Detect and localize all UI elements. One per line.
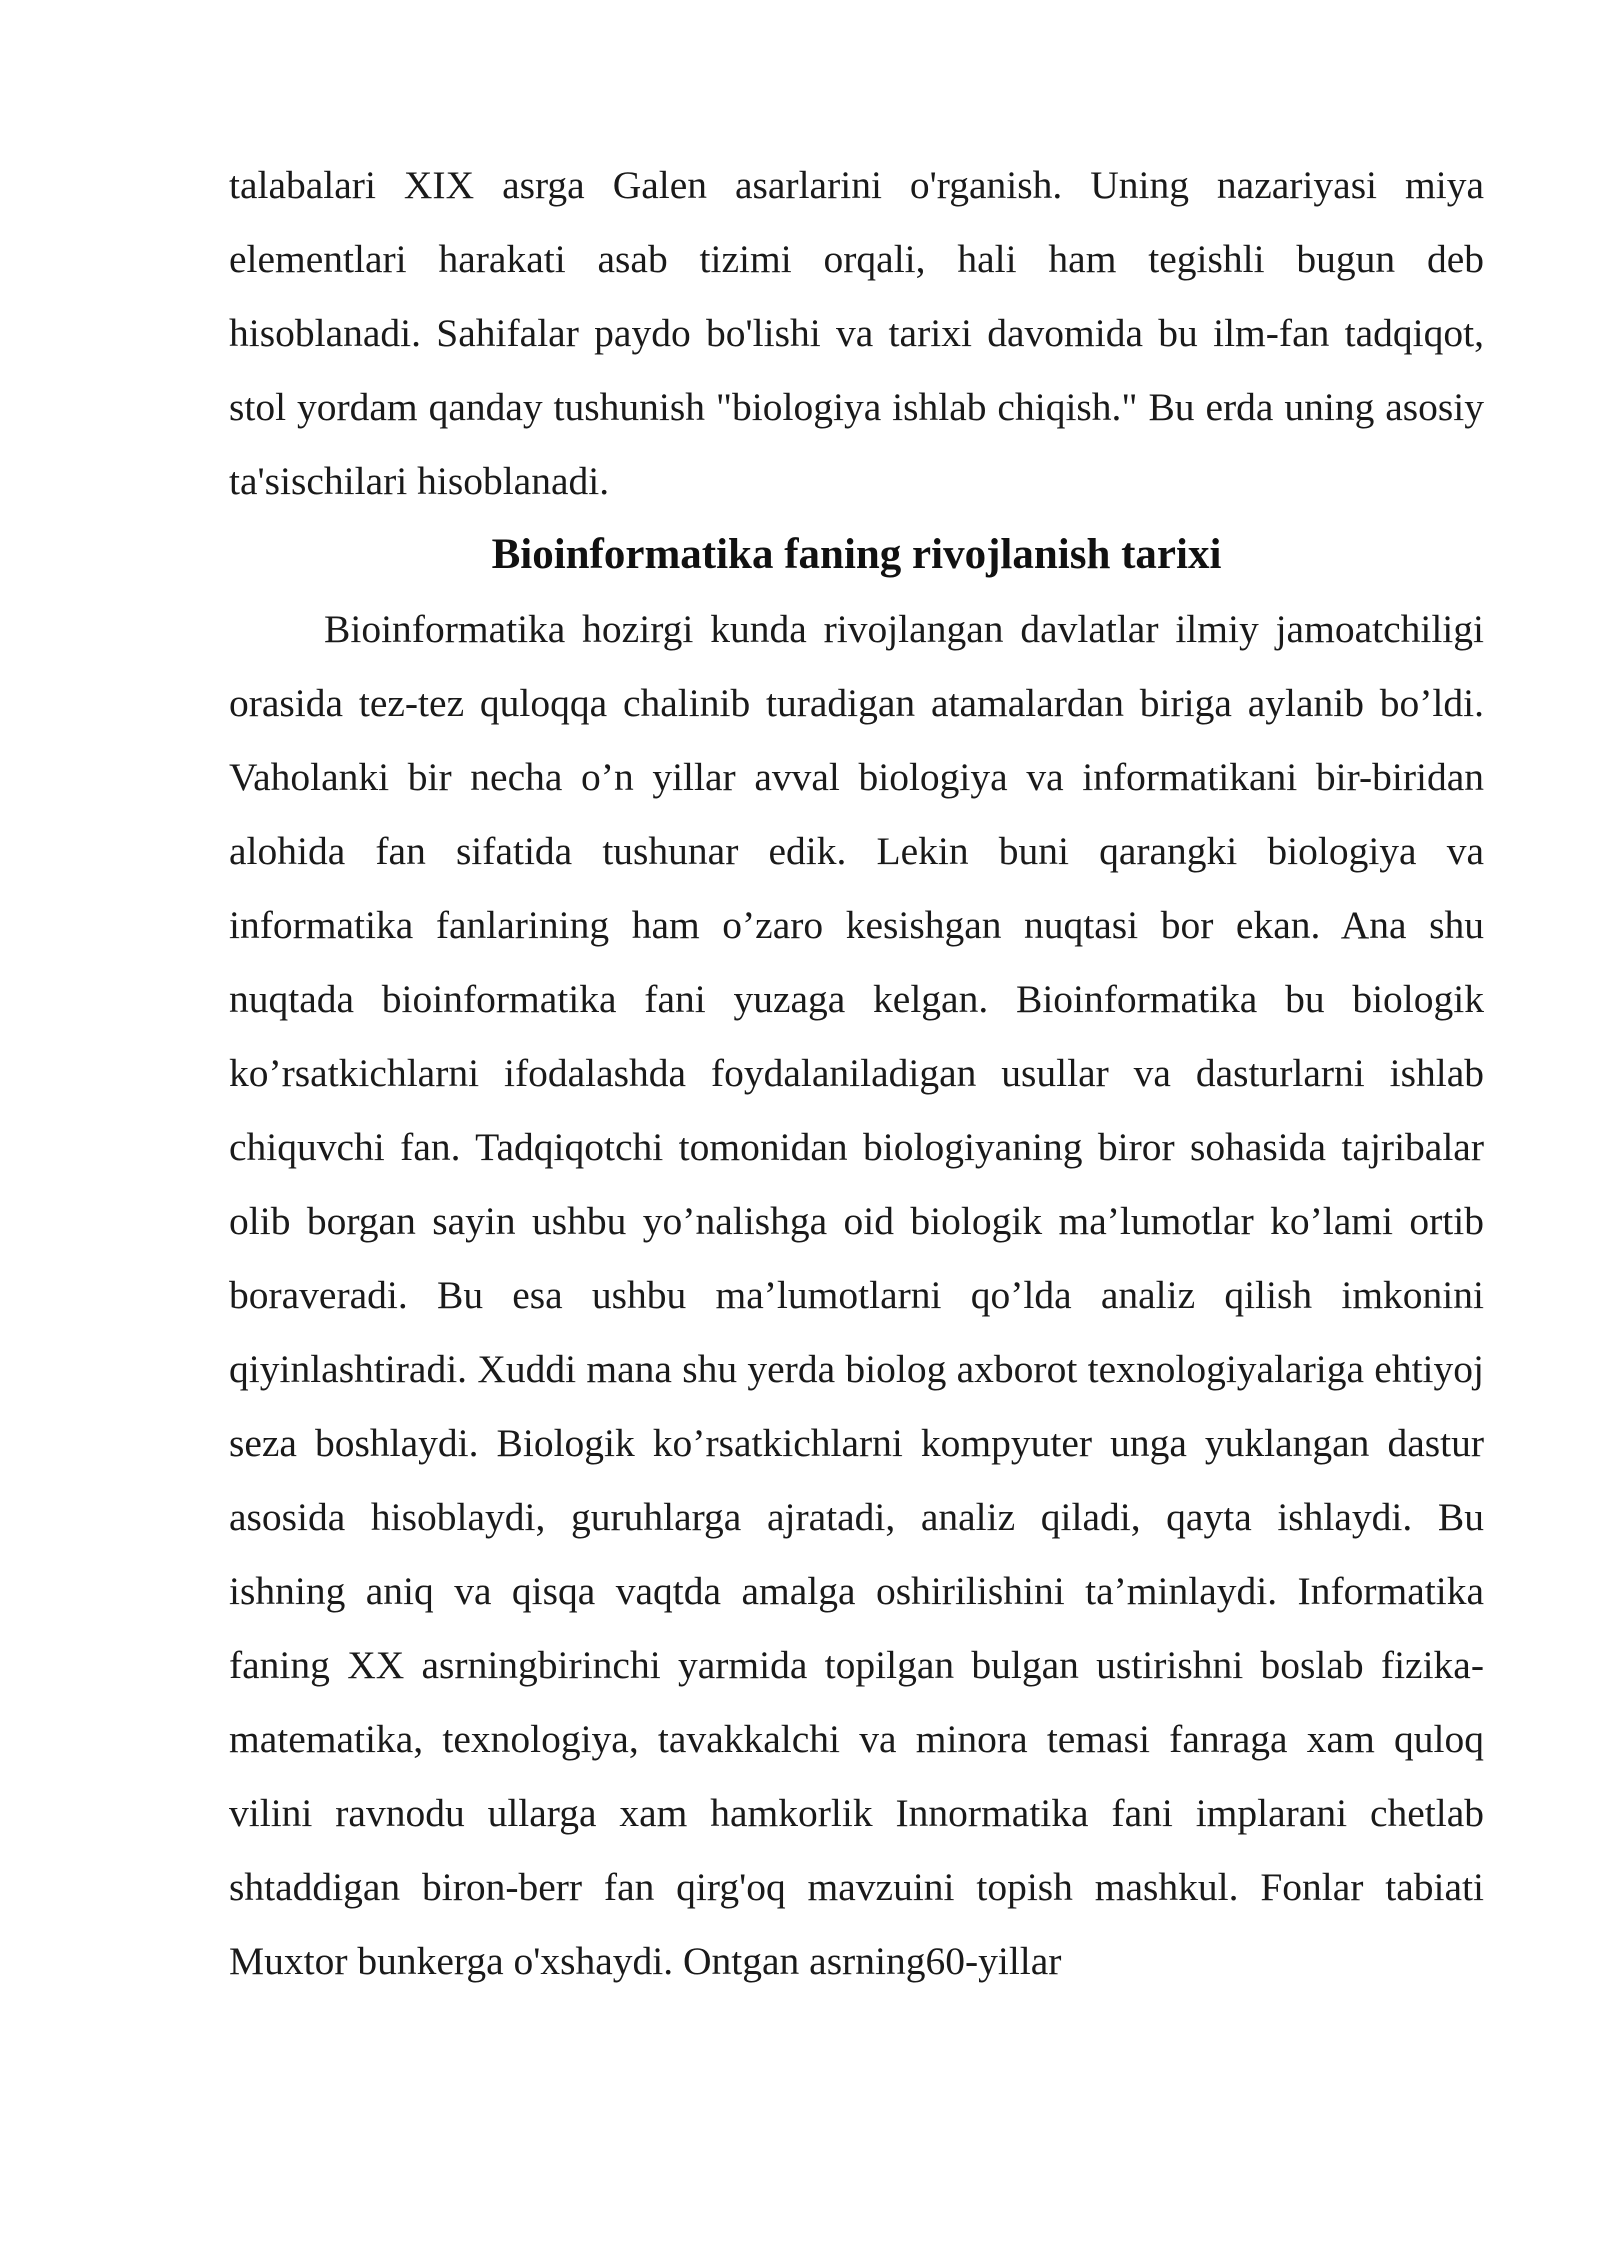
paragraph-intro: talabalari XIX asrga Galen asarlarini o'rganish. Uning nazariyasi miya elementlari harakati asab tizimi orqali, hali ham tegishli bugun deb hisoblanadi. Sahifalar paydo bo'lishi va tarixi davomida bu ilm-fan tadqiqot, stol yordam qanday tushunish "biologiya ishlab chiqish." Bu erda uning asosiy ta'sischilari hisoblanadi.: [229, 163, 1484, 503]
document-body: [229, 148, 1484, 1998]
section-heading: Bioinformatika faning rivojlanish tarixi: [491, 531, 1222, 578]
paragraph-history: Bioinformatika hozirgi kunda rivojlangan davlatlar ilmiy jamoatchiligi orasida tez-tez quloqqa chalinib turadigan atamalardan biriga aylanib bo’ldi. Vaholanki bir necha o’n yillar avval biologiya va informatikani bir-biridan alohida fan sifatida tushunar edik. Lekin buni qarangki biologiya va informatika fanlarining ham o’zaro kesishgan nuqtasi bor ekan. Ana shu nuqtada bioinformatika fani yuzaga kelgan. Bioinformatika bu biologik ko’rsatkichlarni ifodalashda foydalaniladigan usullar va dasturlarni ishlab chiquvchi fan. Tadqiqotchi tomonidan biologiyaning biror sohasida tajribalar olib borgan sayin ushbu yo’nalishga oid biologik ma’lumotlar ko’lami ortib boraveradi. Bu esa ushbu ma’lumotlarni qo’lda analiz qilish imkonini qiyinlashtiradi. Xuddi mana shu yerda biolog axborot texnologiyalariga ehtiyoj seza boshlaydi. Biologik ko’rsatkichlarni kompyuter unga yuklangan dastur asosida hisoblaydi, guruhlarga ajratadi, analiz qiladi, qayta ishlaydi. Bu ishning aniq va qisqa vaqtda amalga oshirilishini ta’minlaydi. Informatika faning XX asrningbirinchi yarmida topilgan bulgan ustirishni boslab fizika-matematika, texnologiya, tavakkalchi va minora temasi fanraga xam quloq vilini ravnodu ullarga xam hamkorlik Innormatika fani implarani chetlab shtaddigan biron-berr fan qirg'oq mavzuini topish mashkul. Fonlar tabiati Muxtor bunkerga o'xshaydi. Ontgan asrning60-yillar: [229, 607, 1484, 1983]
